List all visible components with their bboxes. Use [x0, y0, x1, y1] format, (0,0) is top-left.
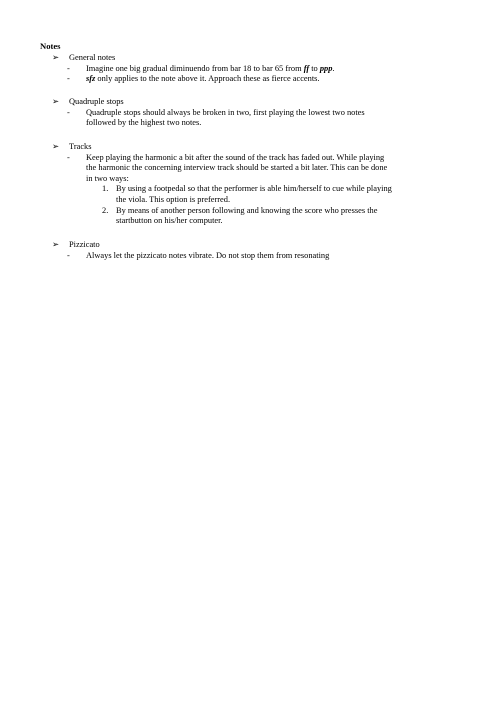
arrow-bullet-icon: ➢ [52, 142, 60, 151]
dash-bullet: - [67, 74, 70, 84]
section-general-notes [52, 53, 452, 85]
list-item: - sfz only applies to the note above it. Approach these as fierce accents. [67, 74, 320, 84]
section-title: ➢ Quadruple stops [52, 97, 124, 106]
section-quadruple-stops [52, 97, 452, 129]
arrow-bullet-icon: ➢ [52, 97, 60, 106]
item-number: 2. [102, 205, 109, 215]
dash-bullet: - [67, 63, 70, 73]
numbered-item: 2. By means of another person following and knowing the score who presses the startbutton on his/her computer. [102, 205, 378, 226]
list-item: - Keep playing the harmonic a bit after the sound of the track has faded out. While playing the harmonic the concerning interview track should be started a bit later. This can be done in two ways: [67, 152, 388, 183]
arrow-bullet-icon: ➢ [52, 240, 60, 249]
section-tracks [52, 142, 452, 227]
arrow-bullet-icon: ➢ [52, 53, 60, 62]
dash-bullet: - [67, 152, 70, 162]
numbered-item: 1. By using a footpedal so that the performer is able him/herself to cue while playing the viola. This option is preferred. [102, 184, 392, 204]
list-item: - Always let the pizzicato notes vibrate. Do not stop them from resonating [67, 250, 330, 260]
list-item: - Imagine one big gradual diminuendo from bar 18 to bar 65 from ff to ppp. [67, 63, 335, 73]
item-number: 1. [102, 184, 109, 194]
dynamic-marking: ppp [319, 63, 333, 73]
section-title: ➢ Pizzicato [52, 240, 100, 249]
dash-bullet: - [67, 250, 70, 260]
dash-bullet: - [67, 107, 70, 117]
list-item: - Quadruple stops should always be broken in two, first playing the lowest two notes followed by the highest two notes. [67, 107, 365, 128]
dynamic-marking: sfz [86, 74, 96, 84]
dynamic-marking: ff [303, 63, 310, 73]
notes-heading: Notes [40, 41, 61, 51]
section-title: ➢ General notes [52, 53, 116, 62]
section-pizzicato [52, 240, 452, 261]
section-title: ➢ Tracks [52, 142, 92, 151]
